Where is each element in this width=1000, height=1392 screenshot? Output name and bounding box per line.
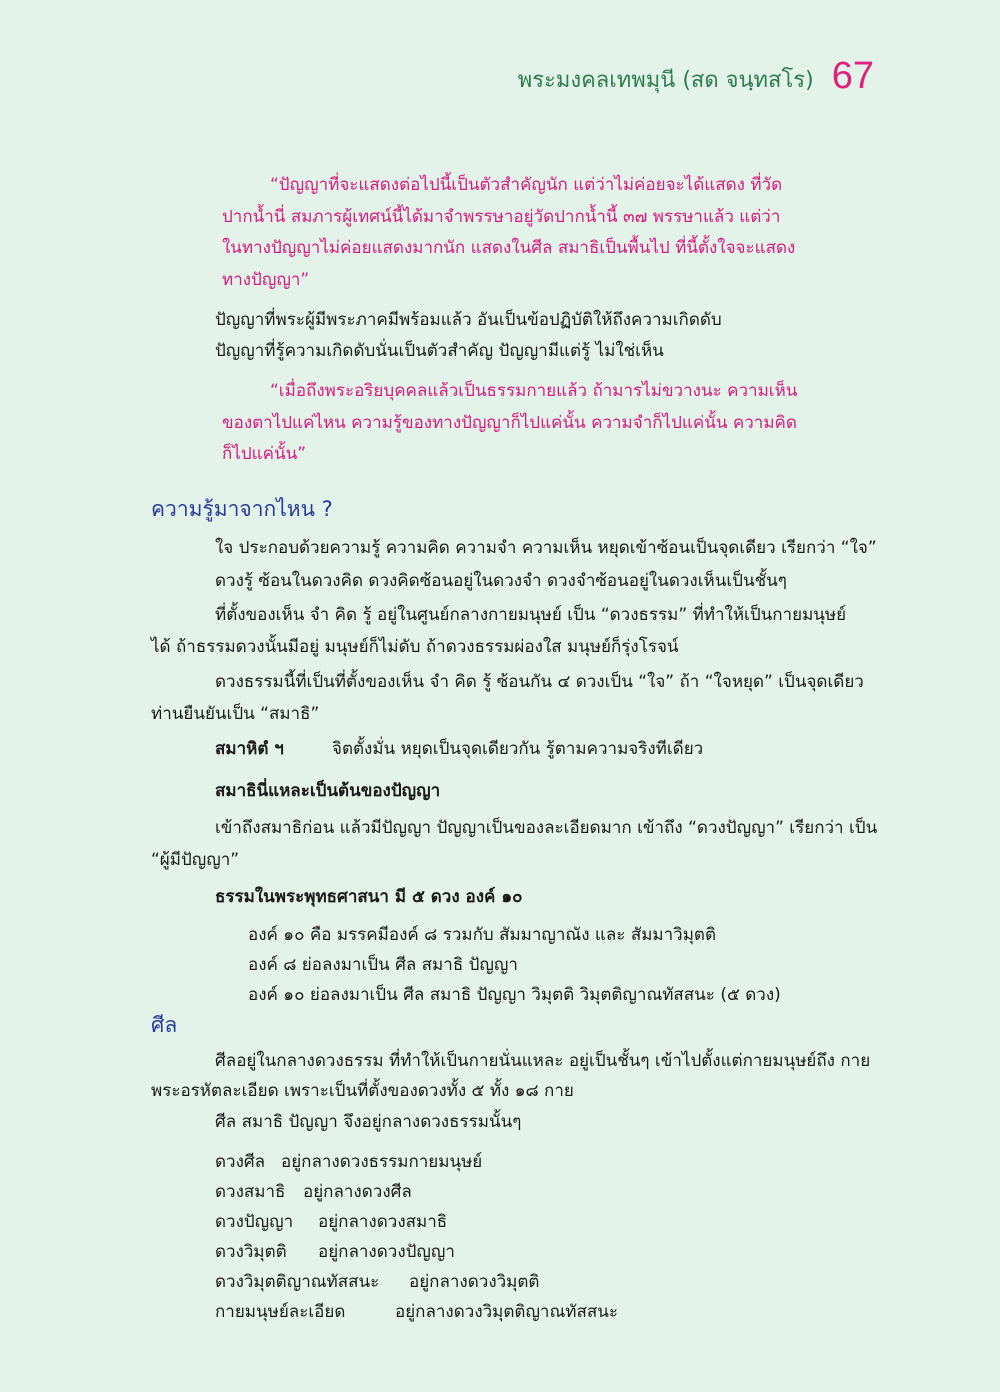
orb-location: อยู่กลางดวงวิมุตติญาณทัสสนะ	[395, 1302, 618, 1322]
section1-line-5: ดวงธรรมนี้ที่เป็นที่ตั้งของเห็น จำ คิด รู้ ซ้อนกัน ๔ ดวงเป็น “ใจ” ถ้า “ใจหยุด” เป็นจุดเดียว	[215, 672, 864, 692]
subheading-samadhi-root: สมาธินี่แหละเป็นต้นของปัญญา	[215, 781, 441, 801]
section1-line-6: ท่านยืนยันเป็น “สมาธิ”	[151, 704, 320, 724]
sub1-line-1: เข้าถึงสมาธิก่อน แล้วมีปัญญา ปัญญาเป็นของละเอียดมาก เข้าถึง “ดวงปัญญา” เรียกว่า เป็น	[215, 818, 878, 838]
sub2-line-3: องค์ ๑๐ ย่อลงมาเป็น ศีล สมาธิ ปัญญา วิมุตติ วิมุตติญาณทัสสนะ (๕ ดวง)	[248, 985, 781, 1005]
page-number: 67	[831, 55, 874, 97]
quote1-line-4: ทางปัญญา”	[222, 270, 310, 290]
sub2-line-2: องค์ ๘ ย่อลงมาเป็น ศีล สมาธิ ปัญญา	[248, 955, 518, 975]
orb-name: ดวงศีล	[215, 1152, 266, 1172]
section1-line-2: ดวงรู้ ซ้อนในดวงคิด ดวงคิดซ้อนอยู่ในดวงจำ ดวงจำซ้อนอยู่ในดวงเห็นเป็นชั้นๆ	[215, 571, 787, 591]
samadhi-definition: จิตตั้งมั่น หยุดเป็นจุดเดียวกัน รู้ตามความจริงทีเดียว	[332, 739, 704, 759]
sub2-line-1: องค์ ๑๐ คือ มรรคมีองค์ ๘ รวมกับ สัมมาญาณัง และ สัมมาวิมุตติ	[248, 925, 716, 945]
orb-row	[215, 1207, 448, 1237]
orb-row	[215, 1147, 483, 1177]
section-heading-knowledge: ความรู้มาจากไหน ?	[151, 497, 333, 521]
orb-location: อยู่กลางดวงปัญญา	[318, 1242, 455, 1262]
subheading-dhamma-five: ธรรมในพระพุทธศาสนา มี ๕ ดวง องค์ ๑๐	[215, 887, 523, 907]
orb-name: ดวงวิมุตติญาณทัสสนะ	[215, 1272, 380, 1292]
orb-name: ดวงวิมุตติ	[215, 1242, 287, 1262]
para1-line-2: ปัญญาที่รู้ความเกิดดับนั่นเป็นตัวสำคัญ ปัญญามีแต่รู้ ไม่ใช่เห็น	[215, 341, 664, 361]
orb-location: อยู่กลางดวงศีล	[303, 1182, 412, 1202]
orb-name: ดวงปัญญา	[215, 1212, 294, 1232]
quote2-line-1: “เมื่อถึงพระอริยบุคคลแล้วเป็นธรรมกายแล้ว ถ้ามารไม่ขวางนะ ความเห็น	[270, 381, 798, 401]
sub1-line-2: “ผู้มีปัญญา”	[151, 850, 240, 870]
section2-line-3: ศีล สมาธิ ปัญญา จึงอยู่กลางดวงธรรมนั้นๆ	[215, 1112, 522, 1132]
quote2-line-3: ก็ไปแค่นั้น”	[222, 444, 307, 464]
orb-location: อยู่กลางดวงวิมุตติ	[409, 1272, 540, 1292]
orb-location: อยู่กลางดวงสมาธิ	[318, 1212, 448, 1232]
section1-line-1: ใจ ประกอบด้วยความรู้ ความคิด ความจำ ความเห็น หยุดเข้าซ้อนเป็นจุดเดียว เรียกว่า “ใจ”	[215, 538, 877, 558]
page-header	[518, 56, 874, 96]
orb-row	[215, 1267, 540, 1297]
orb-location: อยู่กลางดวงธรรมกายมนุษย์	[281, 1152, 483, 1172]
orb-row	[215, 1297, 618, 1327]
section1-line-4: ได้ ถ้าธรรมดวงนั้นมีอยู่ มนุษย์ก็ไม่ดับ ถ้าดวงธรรมผ่องใส มนุษย์ก็รุ่งโรจน์	[151, 637, 679, 657]
orb-row	[215, 1177, 412, 1207]
section2-line-1: ศีลอยู่ในกลางดวงธรรม ที่ทำให้เป็นกายนั่นแหละ อยู่เป็นชั้นๆ เข้าไปตั้งแต่กายมนุษย์ถึง กาย	[215, 1051, 871, 1071]
running-title: พระมงคลเทพมุนี (สด จนฺทสโร)	[517, 68, 814, 93]
quote1-line-3: ในทางปัญญาไม่ค่อยแสดงมากนัก แสดงในศีล สมาธิเป็นพื้นไป ที่นี้ตั้งใจจะแสดง	[222, 238, 796, 258]
quote1-line-2: ปากน้ำนี่ สมภารผู้เทศน์นี้ได้มาจำพรรษาอยู่วัดปากน้ำนี้ ๓๗ พรรษาแล้ว แต่ว่า	[222, 207, 781, 227]
samadhi-term: สมาหิตํ ฯ	[215, 739, 284, 759]
quote2-line-2: ของตาไปแค่ไหน ความรู้ของทางปัญญาก็ไปแค่นั้น ความจำก็ไปแค่นั้น ความคิด	[222, 413, 797, 433]
para1-line-1: ปัญญาที่พระผู้มีพระภาคมีพร้อมแล้ว อันเป็นข้อปฏิบัติให้ถึงความเกิดดับ	[215, 310, 722, 330]
orb-name: กายมนุษย์ละเอียด	[215, 1302, 346, 1322]
section-heading-sila: ศีล	[151, 1013, 178, 1037]
section2-line-2: พระอรหัตละเอียด เพราะเป็นที่ตั้งของดวงทั้ง ๕ ทั้ง ๑๘ กาย	[151, 1081, 574, 1101]
orb-name: ดวงสมาธิ	[215, 1182, 286, 1202]
section1-line-3: ที่ตั้งของเห็น จำ คิด รู้ อยู่ในศูนย์กลางกายมนุษย์ เป็น “ดวงธรรม” ที่ทำให้เป็นกายมนุษย์	[215, 605, 847, 625]
quote1-line-1: “ปัญญาที่จะแสดงต่อไปนี้เป็นตัวสำคัญนัก แต่ว่าไม่ค่อยจะได้แสดง ที่วัด	[270, 175, 783, 195]
orb-row	[215, 1237, 455, 1267]
